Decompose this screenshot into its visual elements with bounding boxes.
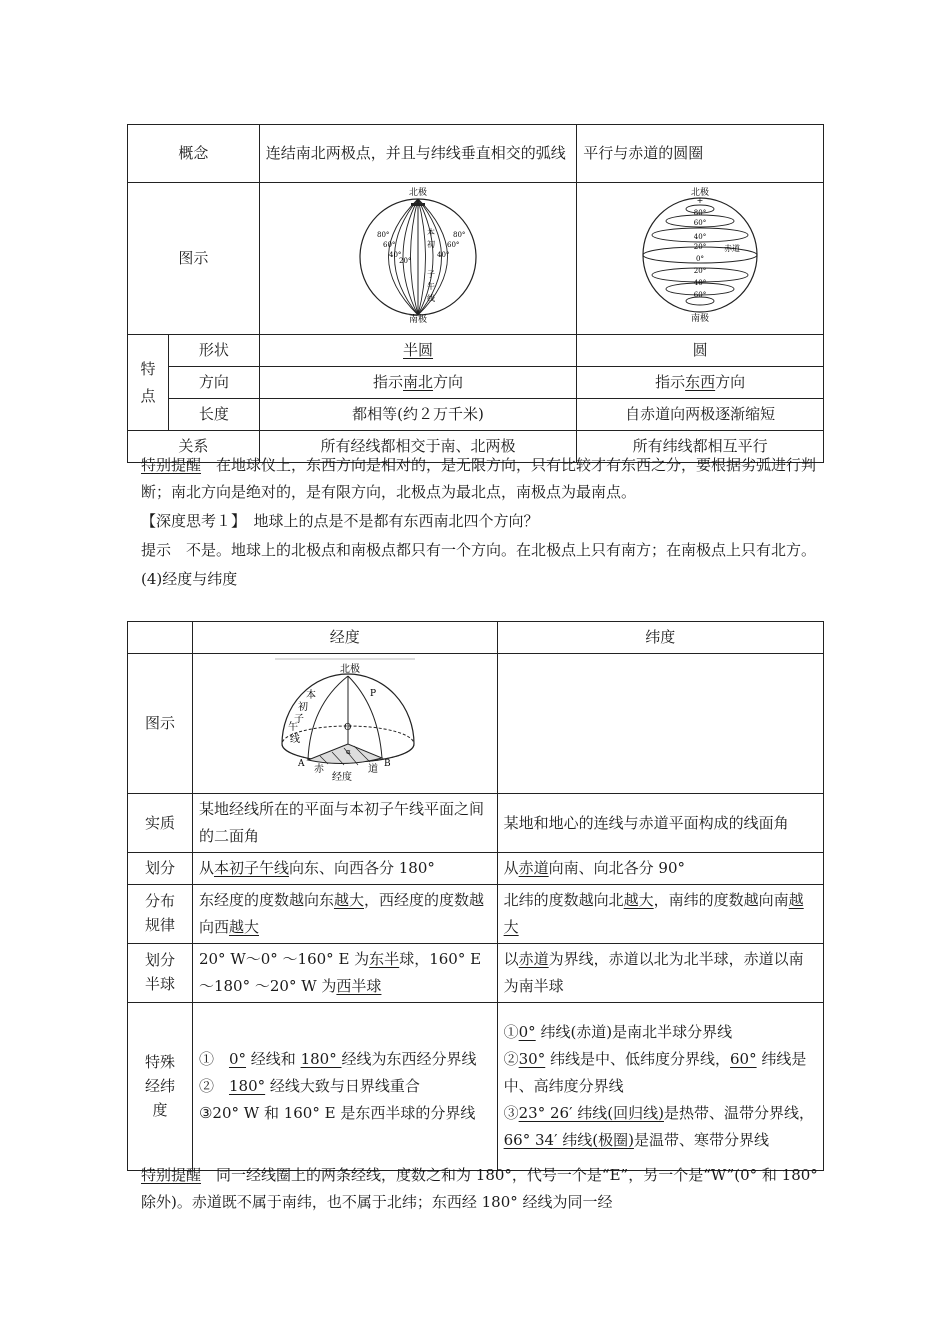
note-tag: 特别提醒 [141,456,202,474]
length-longitude: 都相等(约２万千米) [259,399,577,431]
essence-label: 实质 [128,794,193,853]
globe1-south-label: 南极 [409,315,428,323]
latitude-diagram-empty [497,654,823,794]
diagram-label-2: 图示 [128,654,193,794]
special-lon-item-1: ① 0° 经线和 180° 经线为东西经分界线 [198,1050,477,1068]
direction-latitude: 指示东西方向 [577,367,824,399]
hemi-north-label: 北极 [339,664,360,675]
text-block-2 [141,1162,831,1216]
hemi-prime-5: 线 [289,734,300,745]
globe1-label-20w: 20° [399,257,412,265]
globe1-label-60e: 60° [447,241,460,249]
hemi-b-label: B [383,759,391,769]
svg-text:+: + [696,196,704,205]
division-latitude: 从赤道向南、向北各分 90° [497,853,823,885]
globe2-label-80n: 80° [693,209,707,217]
globe1-label-40e: 40° [437,251,450,259]
special-note-1: 特别提醒 在地球仪上，东西方向是相对的，是无限方向，只有比较才有东西之分，要根据劣弧进行判断；南北方向是绝对的，是有限方向，北极点为最北点，南极点为最南点。 [141,456,817,501]
direction-label: 方向 [168,367,259,399]
division-longitude: 从本初子午线向东、向西各分 180° [192,853,497,885]
hemi-alpha-label: α [345,748,351,756]
longitude-concept: 连结南北两极点，并且与纬线垂直相交的弧线 [259,125,577,183]
globe2-south-label: 南极 [691,314,710,323]
shape-latitude: 圆 [577,335,824,367]
header-latitude: 纬度 [497,622,823,654]
meridian-globe-cell [259,183,577,335]
globe2-label-40n: 40° [693,233,707,241]
globe2-label-60s: 60° [693,291,707,299]
hemisphere-longitude: 20° W～0° ～160° E 为东半球，160° E～180° ～20° W 为西半球 [192,944,497,1003]
special-note-2: 特别提醒 同一经线圈上的两条经线，度数之和为 180°，代号一个是“E”，另一个是“W”(0° 和 180° 除外)。赤道既不属于南纬，也不属于北纬；东西经 180° 经线为同一经 [141,1166,818,1211]
division-label: 划分 [128,853,193,885]
essence-latitude: 某地和地心的连线与赤道平面构成的线面角 [497,794,823,853]
header-empty [128,622,193,654]
globe2-label-40s: 40° [693,279,707,287]
meridian-parallel-table [127,124,824,463]
globe2-label-0: 0° [696,255,705,263]
globe2-equator-label: 赤道 [724,244,741,253]
parallel-globe-cell [577,183,824,335]
globe1-prime-char-3: 子 [427,270,436,279]
hemisphere-label: 划分半球 [128,944,193,1003]
length-latitude: 自赤道向两极逐渐缩短 [577,399,824,431]
special-lat-item-2: ②30° 纬线是中、低纬度分界线，60° 纬线是中、高纬度分界线 [503,1050,807,1095]
globe2-label-20s: 20° [693,267,707,275]
special-lat-item-1: ①0° 纬线(赤道)是南北半球分界线 [503,1023,733,1041]
globe1-label-40w: 40° [389,251,402,259]
globe1-prime-char-1: 本 [427,228,436,237]
header-longitude: 经度 [192,622,497,654]
special-lat-item-3: ③23° 26′ 纬线(回归线)是热带、温带分界线，66° 34′ 纬线(极圈)是温带、寒带分界线 [503,1104,814,1149]
hemi-equator-1: 赤 [313,764,324,775]
features-label: 特 点 [128,335,169,431]
relation-label: 关系 [128,431,260,463]
longitude-hemisphere-diagram [270,656,420,782]
hemi-a-label: A [297,759,305,769]
hemi-prime-2: 初 [297,702,308,713]
hemi-prime-3: 子 [293,714,304,725]
note-tag-2: 特别提醒 [141,1166,202,1184]
hemi-prime-4: 午 [287,722,298,733]
pattern-label: 分布规律 [128,885,193,944]
special-latitude [497,1003,823,1171]
essence-longitude: 某地经线所在的平面与本初子午线平面之间的二面角 [192,794,497,853]
globe2-label-60n: 60° [693,219,707,227]
shape-longitude: 半圆 [259,335,577,367]
relation-longitude: 所有经线都相交于南、北两极 [259,431,577,463]
latitude-concept: 平行与赤道的圆圈 [577,125,824,183]
hemi-o-label: O [343,723,352,733]
globe1-prime-char-5: 线 [427,294,436,303]
globe1-prime-char-4: 午 [427,282,436,291]
diagram-label: 图示 [128,183,260,335]
text-block-1 [141,452,831,593]
section-title: (4)经度与纬度 [141,570,238,588]
globe1-label-80e: 80° [453,231,466,239]
direction-longitude: 指示南北方向 [259,367,577,399]
longitude-latitude-table [127,621,824,1171]
special-label: 特殊经纬度 [128,1003,193,1171]
hemi-equator-2: 道 [367,764,378,775]
length-label: 长度 [168,399,259,431]
deep-think-answer: 提示 不是。地球上的北极点和南极点都只有一个方向。在北极点上只有南方；在南极点上只有北方。 [141,541,817,559]
pattern-latitude: 北纬的度数越向北越大，南纬的度数越向南越大 [497,885,823,944]
pattern-longitude: 东经度的度数越向东越大，西经度的度数越向西越大 [192,885,497,944]
globe1-label-60w: 60° [383,241,396,249]
globe2-north-label: 北极 [691,188,710,198]
globe1-prime-char-2: 初 [427,240,436,249]
shape-label: 形状 [168,335,259,367]
globe2-label-20n: 20° [693,243,707,251]
meridian-globe-diagram [343,185,493,323]
parallel-globe-diagram [630,185,770,323]
special-longitude [192,1003,497,1171]
hemi-degree-label: 经度 [331,772,352,782]
globe1-label-80w: 80° [377,231,390,239]
concept-label: 概念 [128,125,260,183]
globe1-north-label: 北极 [409,188,428,198]
hemisphere-diagram-cell [192,654,497,794]
hemi-p-label: P [369,689,376,699]
special-lon-item-3: ③20° W 和 160° E 是东西半球的分界线 [198,1104,476,1122]
relation-latitude: 所有纬线都相互平行 [577,431,824,463]
hemisphere-latitude: 以赤道为界线，赤道以北为北半球，赤道以南为南半球 [497,944,823,1003]
hemi-prime-1: 本 [305,690,316,701]
special-lon-item-2: ② 180° 经线大致与日界线重合 [198,1077,420,1095]
deep-think-title: 【深度思考１】 地球上的点是不是都有东西南北四个方向？ [141,512,539,530]
